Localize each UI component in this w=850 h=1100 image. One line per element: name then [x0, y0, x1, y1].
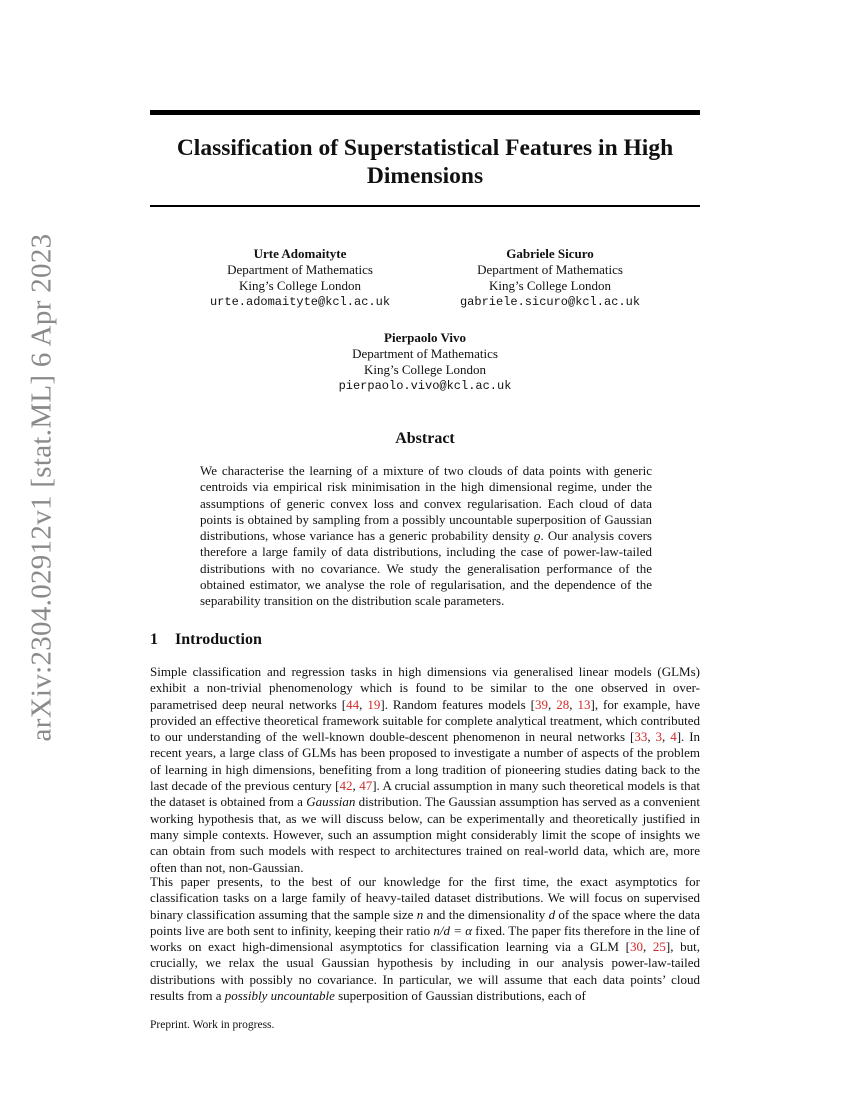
author-institution: King’s College London	[238, 278, 362, 293]
paragraph-text: distribution. The Gaussian assumption has served as a convenient working hypothesis that, as we will discuss below, can be experimentally and theoretically justified in many simple contexts. However, such an assumption might considerably limit the scope of insights we can obtain from such models with respect to architectures trained on real-world data, which are, more often than not, non-Gaussian.	[150, 794, 701, 875]
intro-paragraph	[150, 664, 700, 876]
author-email[interactable]: gabriele.sicuro@kcl.ac.uk	[459, 295, 641, 309]
citation-link[interactable]: 4	[670, 729, 677, 745]
title-rule-top	[150, 110, 700, 115]
emphasis-text: Gaussian	[306, 794, 356, 810]
paragraph-text: ,	[569, 696, 578, 712]
paragraph-text: ,	[359, 696, 368, 712]
author-email[interactable]: urte.adomaityte@kcl.ac.uk	[209, 295, 391, 309]
citation-link[interactable]: 3	[655, 729, 663, 745]
abstract-text: . Our analysis covers therefore a large family of data distributions, including the case of power-law-tailed distributions with no covariance. We study the generalisation performance of the obtained estimator, we analyse the role of regularisation, and the dependence of the separability transition on the distribution scale parameters.	[200, 528, 652, 609]
citation-link[interactable]: 25	[652, 939, 666, 955]
paragraph-text: ,	[547, 696, 557, 712]
math-symbol: d	[548, 906, 556, 922]
citation-link[interactable]: 13	[577, 696, 591, 712]
paragraph-text: of the space where the data points live are both sent to infinity, keeping their ratio	[150, 906, 701, 938]
paragraph-text: ,	[647, 729, 656, 745]
author-name: Pierpaolo Vivo	[384, 330, 466, 345]
paragraph-text: ,	[352, 778, 360, 794]
paragraph-text: ]. In recent years, a large class of GLMs has been proposed to investigate a number of aspects of the problem of learning in high dimensions, benefiting from a long tradition of pioneering studies dating back to the last decade of the previous century [	[150, 729, 701, 794]
preprint-footnote: Preprint. Work in progress.	[150, 1019, 275, 1031]
author-department: Department of Mathematics	[352, 346, 498, 361]
paragraph-text: and the dimensionality	[423, 906, 549, 922]
citation-link[interactable]: 44	[346, 696, 360, 712]
abstract-text: We characterise the learning of a mixture of two clouds of data points with generic centroids via empirical risk minimisation in the high dimensional regime, under the assumptions of generic convex loss and convex regularisation. Each cloud of data points is obtained by sampling from a possibly uncountable superposition of Gaussian distributions, whose variance has a generic probability density	[200, 463, 652, 544]
title-rule-bottom	[150, 205, 700, 207]
citation-link[interactable]: 28	[556, 696, 570, 712]
paragraph-text: ,	[642, 939, 653, 955]
paragraph-text: ]. Random features models [	[380, 696, 535, 712]
author-name: Urte Adomaityte	[253, 246, 347, 261]
abstract-body	[200, 463, 652, 610]
paragraph-text: superposition of Gaussian distributions, each of	[334, 988, 586, 1004]
author-department: Department of Mathematics	[477, 262, 623, 277]
paragraph-text: ,	[662, 729, 671, 745]
arxiv-stamp-text: arXiv:2304.02912v1 [stat.ML] 6 Apr 2023	[25, 233, 58, 742]
paragraph-text: ], but, crucially, we relax the usual Gaussian hypothesis by including in our analysis power-law-tailed distributions with possibly no covariance. In particular, we will assume that each data points’ cloud results from a	[150, 939, 701, 1004]
paragraph-text: Simple classification and regression tasks in high dimensions via generalised linear models (GLMs) exhibit a non-trivial phenomenology which is found to be similar to the one observed in over-parametrised deep neural networks [	[150, 664, 700, 712]
math-symbol: n	[416, 906, 424, 922]
paragraph-text: fixed. The paper fits therefore in the line of works on exact high-dimensional asymptotics for classification learning via a GLM [	[150, 922, 700, 955]
paragraph-text: ]. A crucial assumption in many such theoretical models is that the dataset is obtained from a	[150, 778, 700, 810]
section-title: Introduction	[175, 631, 262, 648]
citation-link[interactable]: 42	[339, 778, 353, 794]
citation-link[interactable]: 47	[359, 778, 373, 794]
arxiv-stamp	[20, 233, 64, 742]
citation-link[interactable]: 19	[367, 696, 381, 712]
author-institution: King’s College London	[488, 278, 612, 293]
author-block	[445, 246, 655, 310]
math-expression: n/d = α	[433, 922, 473, 938]
author-block	[195, 246, 405, 310]
author-name: Gabriele Sicuro	[506, 246, 594, 261]
citation-link[interactable]: 30	[629, 939, 643, 955]
paragraph-text: ], for example, have provided an effective theoretical framework suitable for complete analytical treatment, which contributed to our understanding of the well-known double-descent phenomenon in neural networks [	[150, 696, 701, 745]
author-email[interactable]: pierpaolo.vivo@kcl.ac.uk	[338, 379, 512, 393]
author-institution: King’s College London	[363, 362, 487, 377]
abstract-heading: Abstract	[395, 430, 455, 447]
paper-title: Classification of Superstatistical Features in High Dimensions	[176, 135, 674, 189]
citation-link[interactable]: 39	[534, 696, 548, 712]
section-heading	[150, 631, 550, 649]
citation-link[interactable]: 33	[634, 729, 648, 745]
author-block	[320, 330, 530, 394]
rho-symbol: ϱ	[533, 528, 541, 544]
section-number: 1	[150, 631, 158, 648]
paragraph-text: This paper presents, to the best of our knowledge for the first time, the exact asymptotics for classification tasks on a large family of heavy-tailed dataset distributions. We will focus on supervised binary classification assuming that the sample size	[150, 874, 700, 922]
intro-paragraph	[150, 874, 700, 1004]
author-department: Department of Mathematics	[227, 262, 373, 277]
emphasis-text: possibly uncountable	[224, 988, 335, 1004]
